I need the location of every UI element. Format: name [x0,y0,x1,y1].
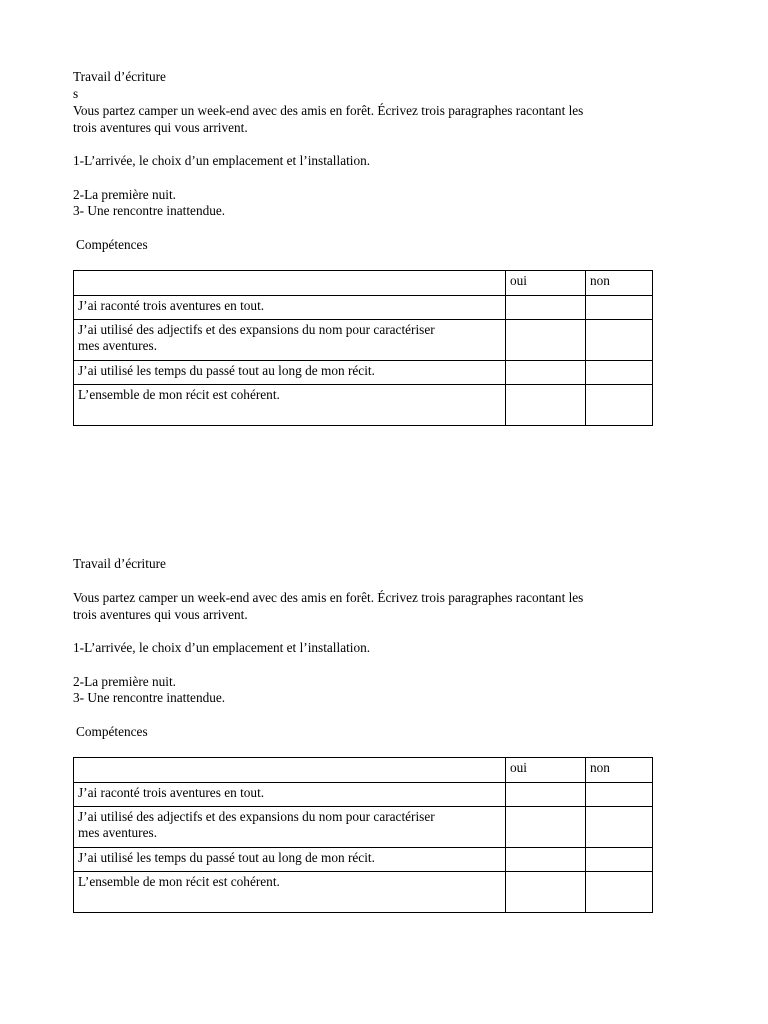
instruction-item-3: 3- Une rencontre inattendue. [73,690,226,705]
criterion-text-continued: mes aventures. [78,825,158,840]
header-non: non [586,271,653,296]
non-checkbox-cell[interactable] [586,872,653,913]
criterion-cell [74,361,506,385]
non-checkbox-cell[interactable] [586,361,653,385]
table-row [74,385,653,426]
oui-checkbox-cell[interactable] [506,361,586,385]
table-row [74,783,653,807]
instruction-item-1: 1-L’arrivée, le choix d’un emplacement et l’installation. [73,640,371,655]
criterion-cell [74,320,506,361]
oui-checkbox-cell[interactable] [506,872,586,913]
table-row [74,320,653,361]
table-row [74,848,653,872]
criterion-text: L’ensemble de mon récit est cohérent. [78,874,280,889]
table-header-row [74,271,653,296]
criterion-cell [74,783,506,807]
criterion-cell [74,872,506,913]
stray-character: s [73,86,79,101]
prompt-line-2: trois aventures qui vous arrivent. [73,607,248,622]
criterion-text: J’ai utilisé des adjectifs et des expansions du nom pour caractériser [78,322,435,337]
prompt-line-2: trois aventures qui vous arrivent. [73,120,248,135]
instruction-item-2: 2-La première nuit. [73,674,177,689]
table-row [74,807,653,848]
oui-checkbox-cell[interactable] [506,385,586,426]
instruction-item-3: 3- Une rencontre inattendue. [73,203,226,218]
table-header-row [74,758,653,783]
competences-heading: Compétences [76,724,148,739]
header-non: non [586,758,653,783]
non-checkbox-cell[interactable] [586,783,653,807]
oui-checkbox-cell[interactable] [506,320,586,361]
prompt-line-1: Vous partez camper un week-end avec des amis en forêt. Écrivez trois paragraphes racontant les [73,590,584,605]
oui-checkbox-cell[interactable] [506,296,586,320]
criterion-text: J’ai raconté trois aventures en tout. [78,298,265,313]
non-checkbox-cell[interactable] [586,807,653,848]
worksheet-title: Travail d’écriture [73,556,166,571]
competences-table [73,270,653,426]
header-oui: oui [506,758,586,783]
criterion-cell [74,296,506,320]
criterion-cell [74,385,506,426]
non-checkbox-cell[interactable] [586,296,653,320]
oui-checkbox-cell[interactable] [506,783,586,807]
criterion-text: J’ai utilisé les temps du passé tout au long de mon récit. [78,850,375,865]
table-row [74,296,653,320]
non-checkbox-cell[interactable] [586,848,653,872]
header-blank-cell [74,271,506,296]
criterion-text: J’ai utilisé les temps du passé tout au long de mon récit. [78,363,375,378]
criterion-cell [74,848,506,872]
criterion-text-continued: mes aventures. [78,338,158,353]
non-checkbox-cell[interactable] [586,385,653,426]
instruction-item-2: 2-La première nuit. [73,187,177,202]
non-checkbox-cell[interactable] [586,320,653,361]
header-oui: oui [506,271,586,296]
competences-heading: Compétences [76,237,148,252]
header-blank-cell [74,758,506,783]
competences-table [73,757,653,913]
prompt-line-1: Vous partez camper un week-end avec des amis en forêt. Écrivez trois paragraphes racontant les [73,103,584,118]
table-row [74,361,653,385]
oui-checkbox-cell[interactable] [506,848,586,872]
criterion-text: J’ai raconté trois aventures en tout. [78,785,265,800]
instruction-item-1: 1-L’arrivée, le choix d’un emplacement et l’installation. [73,153,371,168]
criterion-text: L’ensemble de mon récit est cohérent. [78,387,280,402]
table-row [74,872,653,913]
criterion-cell [74,807,506,848]
worksheet-title: Travail d’écriture [73,69,166,84]
oui-checkbox-cell[interactable] [506,807,586,848]
criterion-text: J’ai utilisé des adjectifs et des expansions du nom pour caractériser [78,809,435,824]
